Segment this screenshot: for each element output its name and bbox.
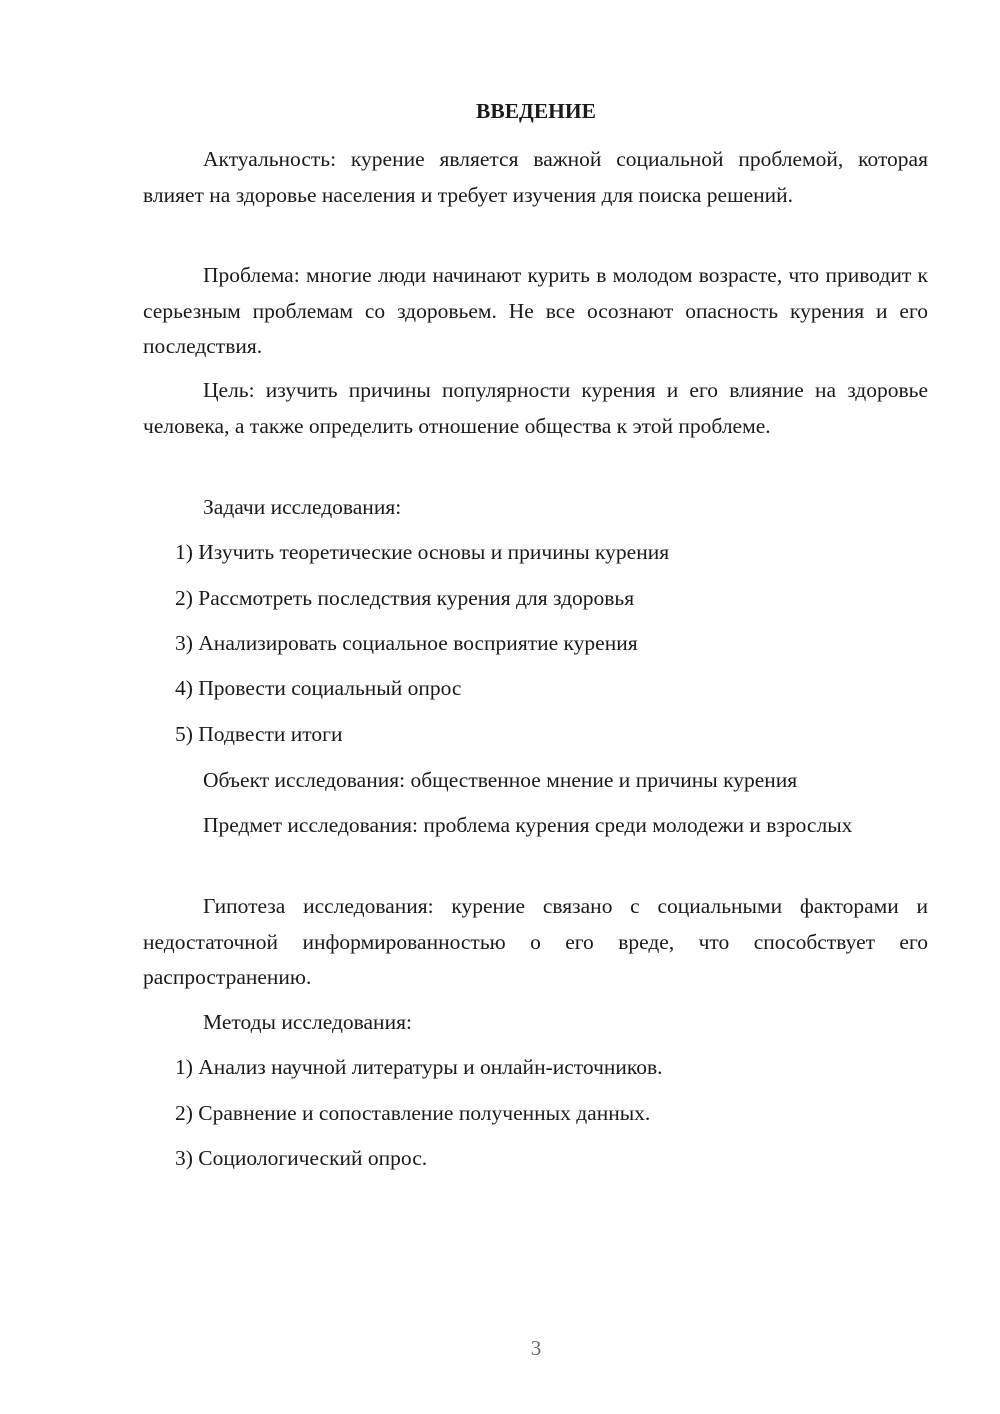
task-item: 4) Провести социальный опрос — [175, 676, 462, 700]
subject-paragraph: Предмет исследования: проблема курения среди молодежи и взрослых — [203, 813, 853, 837]
problem-paragraph: Проблема: многие люди начинают курить в молодом возрасте, что приводит к серьезным проблемам со здоровьем. Не все осознают опасность курения и его последствия. — [143, 263, 928, 358]
tasks-heading: Задачи исследования: — [203, 495, 402, 519]
method-item: 3) Социологический опрос. — [175, 1146, 428, 1170]
hypothesis-paragraph: Гипотеза исследования: курение связано с социальными факторами и недостаточной информированностью о его вреде, что способствует его распространению. — [143, 894, 928, 989]
task-item: 3) Анализировать социальное восприятие курения — [175, 631, 638, 655]
object-line: Объект исследования: общественное мнение и причины курения — [203, 768, 798, 792]
task-item: 1) Изучить теоретические основы и причины курения — [175, 540, 670, 564]
task-item: 5) Подвести итоги — [175, 722, 343, 746]
method-item: 1) Анализ научной литературы и онлайн-источников. — [175, 1055, 663, 1079]
page-title: ВВЕДЕНИЕ — [476, 99, 596, 123]
task-item: 2) Рассмотреть последствия курения для здоровья — [175, 586, 635, 610]
relevance-paragraph: Актуальность: курение является важной социальной проблемой, которая влияет на здоровье населения и требует изучения для поиска решений. — [143, 147, 928, 207]
methods-heading: Методы исследования: — [203, 1010, 412, 1034]
page-number: 3 — [530, 1336, 542, 1360]
goal-paragraph: Цель: изучить причины популярности курения и его влияние на здоровье человека, а также определить отношение общества к этой проблеме. — [143, 378, 928, 438]
method-item: 2) Сравнение и сопоставление полученных данных. — [175, 1101, 651, 1125]
